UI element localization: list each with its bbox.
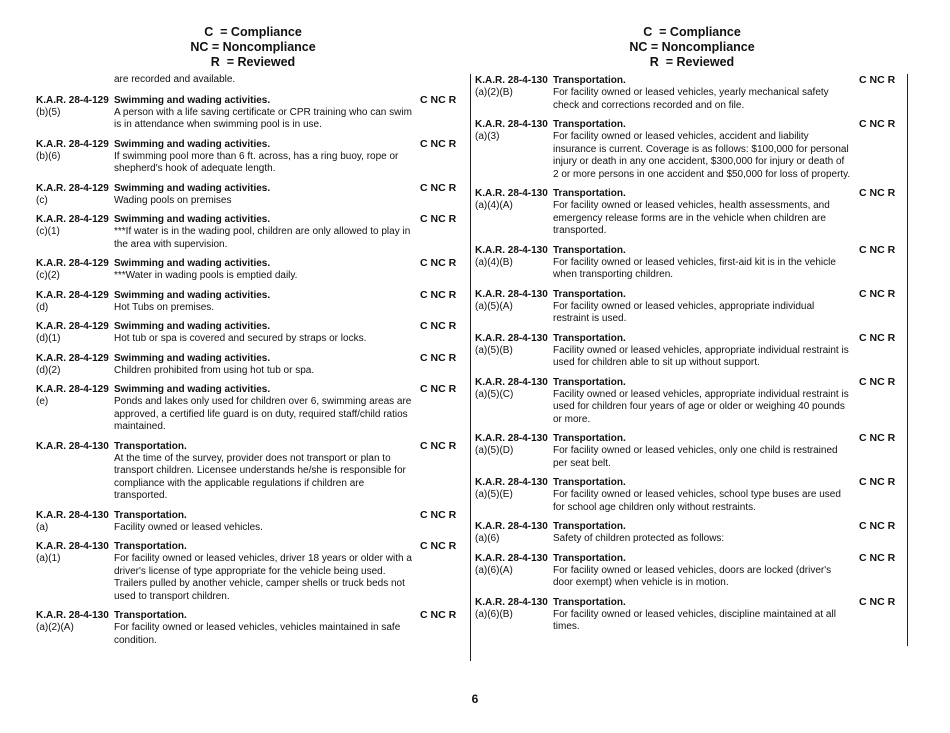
compliance-marks: C NC R	[859, 432, 896, 444]
regulation-number: K.A.R. 28-4-130	[36, 440, 109, 452]
regulation-subsection: (a)(2)(A)	[36, 622, 74, 633]
entry-body	[475, 489, 907, 514]
regulation-title: Swimming and wading activities.	[114, 258, 271, 269]
regulation-number: K.A.R. 28-4-129	[36, 384, 109, 395]
regulation-entry	[36, 440, 468, 503]
regulation-title: Transportation.	[114, 541, 187, 552]
regulation-subsection: (a)(6)(B)	[475, 608, 513, 620]
entry-header	[475, 432, 907, 445]
entry-body	[36, 453, 468, 503]
regulation-text: Wading pools on premises	[114, 194, 232, 206]
regulation-number: K.A.R. 28-4-129	[36, 138, 109, 150]
entry-header	[36, 257, 468, 270]
regulation-text: For facility owned or leased vehicles, appropriate individual restraint is used.	[553, 300, 815, 324]
column-divider	[470, 74, 471, 661]
regulation-title: Transportation.	[553, 433, 626, 444]
compliance-marks: C NC R	[420, 137, 457, 150]
compliance-marks: C NC R	[859, 287, 896, 300]
entry-header	[475, 118, 907, 131]
entry-header	[36, 213, 468, 226]
regulation-text: For facility owned or leased vehicles, yearly mechanical safety check and corrections recorded and on file.	[553, 87, 829, 111]
regulation-text: If swimming pool more than 6 ft. across, has a ring buoy, rope or shepherd's hook of adequate length.	[114, 150, 399, 174]
entry-header	[475, 74, 907, 87]
regulation-entry	[36, 509, 468, 535]
entry-body	[36, 302, 468, 315]
left-column	[36, 74, 468, 653]
regulation-text: ***Water in wading pools is emptied daily.	[114, 270, 298, 281]
regulation-subsection: (c)(1)	[36, 226, 60, 237]
regulation-text: At the time of the survey, provider does not transport or plan to transport children. Licensee understands he/she is responsible for compliance with the applicable regulations if children are transported.	[114, 452, 406, 501]
entry-header	[36, 509, 468, 522]
regulation-text: For facility owned or leased vehicles, school type buses are used for school age children only without restraints.	[553, 489, 841, 513]
entry-header	[36, 289, 468, 302]
regulation-subsection: (a)(5)(D)	[475, 445, 514, 456]
regulation-text: A person with a life saving certificate or CPR training who can swim is in attendance when swimming pool is in use.	[114, 106, 412, 130]
legend-noncompliance: NC = Noncompliance	[629, 40, 755, 54]
regulation-subsection: (b)(6)	[36, 150, 61, 162]
regulation-entry	[36, 609, 468, 647]
regulation-subsection: (a)(6)	[475, 533, 500, 544]
regulation-title: Transportation.	[553, 244, 626, 256]
entry-body	[475, 565, 907, 590]
regulation-text: For facility owned or leased vehicles, health assessments, and emergency release forms are in the vehicle when children are transported.	[553, 200, 830, 236]
compliance-marks: C NC R	[859, 551, 896, 564]
column-divider	[907, 74, 908, 646]
compliance-marks: C NC R	[420, 351, 457, 364]
regulation-subsection: (a)(6)(A)	[475, 564, 513, 576]
regulation-number: K.A.R. 28-4-130	[36, 509, 109, 521]
entry-header	[36, 182, 468, 195]
regulation-title: Transportation.	[553, 477, 626, 488]
entry-header	[475, 552, 907, 565]
regulation-title: Swimming and wading activities.	[114, 138, 271, 150]
legend-reviewed: R = Reviewed	[649, 55, 735, 69]
compliance-marks: C NC R	[859, 118, 896, 130]
regulation-text: Ponds and lakes only used for children over 6, swimming areas are approved, a certified life guard is on duty, required staff/child ratios maintained.	[114, 396, 412, 432]
entry-header	[36, 540, 468, 553]
compliance-marks: C NC R	[859, 243, 896, 256]
regulation-number: K.A.R. 28-4-129	[36, 258, 109, 269]
regulation-title: Transportation.	[553, 332, 626, 344]
entry-header	[475, 596, 907, 609]
entry-body	[475, 389, 907, 427]
compliance-marks: C NC R	[859, 331, 896, 344]
entry-body	[475, 257, 907, 282]
entry-header	[36, 383, 468, 396]
regulation-number: K.A.R. 28-4-129	[36, 182, 109, 194]
compliance-marks: C NC R	[420, 93, 457, 106]
entry-header	[475, 288, 907, 301]
entry-body	[475, 609, 907, 634]
regulation-text: Facility owned or leased vehicles, appropriate individual restraint is used for children able to sit up without support.	[553, 344, 849, 368]
regulation-title: Swimming and wading activities.	[114, 182, 271, 194]
regulation-entry	[475, 596, 907, 634]
regulation-subsection: (a)(4)(B)	[475, 256, 513, 268]
regulation-text: For facility owned or leased vehicles, accident and liability insurance is current. Coverage is as follows: $100,000 for personal injury or death in any one accident, $300,000 for injury or death of 2 or more persons in one accident and $50,000 for loss of property.	[553, 131, 851, 180]
entry-body	[36, 195, 468, 208]
entry-body	[475, 345, 907, 370]
regulation-entry	[475, 552, 907, 590]
entry-header	[475, 332, 907, 345]
regulation-entry	[36, 213, 468, 251]
regulation-title: Transportation.	[553, 288, 626, 300]
regulation-subsection: (a)(4)(A)	[475, 200, 513, 211]
compliance-marks: C NC R	[420, 213, 457, 225]
compliance-marks: C NC R	[420, 508, 457, 521]
regulation-entry	[36, 320, 468, 346]
regulation-number: K.A.R. 28-4-130	[475, 376, 548, 388]
regulation-number: K.A.R. 28-4-129	[36, 321, 109, 332]
entry-body	[36, 365, 468, 378]
regulation-subsection: (c)(2)	[36, 270, 60, 281]
regulation-text: Children prohibited from using hot tub or spa.	[114, 364, 315, 376]
regulation-number: K.A.R. 28-4-129	[36, 352, 109, 364]
entry-body	[475, 445, 907, 470]
legend-reviewed: R = Reviewed	[210, 55, 296, 69]
legend-noncompliance: NC = Noncompliance	[190, 40, 316, 54]
entry-header	[475, 187, 907, 200]
regulation-text: For facility owned or leased vehicles, only one child is restrained per seat belt.	[553, 445, 838, 469]
regulation-title: Transportation.	[553, 552, 626, 564]
entry-header	[475, 520, 907, 533]
regulation-text: Safety of children protected as follows:	[553, 533, 725, 544]
regulation-entry	[475, 244, 907, 282]
regulation-entry	[36, 352, 468, 378]
regulation-entry	[36, 540, 468, 603]
entry-body	[475, 131, 907, 181]
regulation-title: Transportation.	[114, 610, 187, 621]
entry-body	[36, 553, 468, 603]
regulation-entry	[475, 520, 907, 546]
compliance-marks: C NC R	[859, 476, 896, 488]
legend-right	[542, 25, 842, 70]
entry-body	[36, 622, 468, 647]
regulation-title: Transportation.	[553, 376, 626, 388]
regulation-text: For facility owned or leased vehicles, driver 18 years or older with a driver's license of type appropriate for the vehicle being used. Trailers pulled by another vehicle, camper shells or truck beds not used to transport children.	[114, 553, 412, 602]
entry-body	[475, 301, 907, 326]
regulation-entry	[475, 288, 907, 326]
regulation-entry	[36, 383, 468, 434]
regulation-title: Transportation.	[114, 509, 187, 521]
entry-body	[36, 522, 468, 535]
regulation-subsection: (d)(1)	[36, 333, 61, 344]
regulation-text: For facility owned or leased vehicles, vehicles maintained in safe condition.	[114, 622, 401, 646]
regulation-title: Swimming and wading activities.	[114, 384, 271, 395]
regulation-title: Transportation.	[553, 119, 626, 130]
compliance-marks: C NC R	[420, 383, 457, 395]
entry-header	[36, 94, 468, 107]
entry-body	[36, 396, 468, 434]
regulation-subsection: (a)	[36, 521, 49, 533]
regulation-number: K.A.R. 28-4-130	[475, 552, 548, 564]
legend-compliance: C = Compliance	[204, 25, 302, 39]
entry-header	[36, 138, 468, 151]
entry-body	[36, 333, 468, 346]
compliance-marks: C NC R	[420, 540, 457, 552]
compliance-marks: C NC R	[420, 320, 457, 332]
entry-header	[36, 440, 468, 453]
regulation-number: K.A.R. 28-4-130	[475, 244, 548, 256]
regulation-subsection: (e)	[36, 396, 49, 407]
regulation-entry	[475, 376, 907, 427]
regulation-entry	[36, 257, 468, 283]
regulation-title: Swimming and wading activities.	[114, 289, 271, 301]
regulation-entry	[475, 432, 907, 470]
regulation-entry	[36, 138, 468, 176]
regulation-subsection: (a)(5)(B)	[475, 344, 513, 356]
regulation-title: Swimming and wading activities.	[114, 352, 271, 364]
regulation-number: K.A.R. 28-4-130	[36, 610, 109, 621]
regulation-number: K.A.R. 28-4-129	[36, 94, 109, 106]
regulation-text: Hot Tubs on premises.	[114, 301, 215, 313]
page-number: 6	[471, 692, 479, 706]
compliance-marks: C NC R	[420, 181, 457, 194]
entry-header	[36, 320, 468, 333]
legend-compliance: C = Compliance	[643, 25, 741, 39]
regulation-subsection: (c)	[36, 194, 48, 206]
regulation-entry	[475, 118, 907, 181]
regulation-number: K.A.R. 28-4-130	[475, 596, 548, 608]
regulation-text: Facility owned or leased vehicles.	[114, 521, 263, 533]
legend-left	[103, 25, 403, 70]
regulation-subsection: (a)(2)(B)	[475, 87, 513, 98]
compliance-marks: C NC R	[859, 375, 896, 388]
regulation-title: Transportation.	[553, 521, 626, 532]
entry-body	[475, 200, 907, 238]
entry-body	[475, 87, 907, 112]
regulation-subsection: (d)(2)	[36, 364, 61, 376]
continued-text: are recorded and available.	[114, 74, 236, 85]
entry-header	[36, 609, 468, 622]
entry-header	[475, 376, 907, 389]
entry-body	[36, 270, 468, 283]
regulation-title: Transportation.	[553, 188, 626, 199]
regulation-title: Transportation.	[553, 596, 626, 608]
regulation-title: Swimming and wading activities.	[114, 321, 271, 332]
entry-body	[36, 151, 468, 176]
regulation-text: For facility owned or leased vehicles, doors are locked (driver's door exempt) when vehicle is in motion.	[553, 564, 832, 588]
regulation-entry	[36, 182, 468, 208]
regulation-number: K.A.R. 28-4-130	[475, 119, 548, 130]
regulation-entry	[475, 332, 907, 370]
regulation-subsection: (a)(1)	[36, 553, 61, 564]
regulation-number: K.A.R. 28-4-130	[475, 521, 548, 532]
regulation-number: K.A.R. 28-4-129	[36, 289, 109, 301]
regulation-number: K.A.R. 28-4-130	[475, 188, 548, 199]
compliance-marks: C NC R	[859, 74, 896, 86]
regulation-number: K.A.R. 28-4-130	[475, 433, 548, 444]
regulation-number: K.A.R. 28-4-130	[475, 288, 548, 300]
compliance-marks: C NC R	[420, 257, 457, 269]
regulation-subsection: (a)(3)	[475, 131, 500, 142]
compliance-marks: C NC R	[420, 609, 457, 621]
regulation-entry	[36, 289, 468, 315]
right-column	[475, 74, 907, 640]
entry-header	[36, 352, 468, 365]
regulation-text: ***If water is in the wading pool, children are only allowed to play in the area with supervision.	[114, 226, 411, 250]
regulation-number: K.A.R. 28-4-130	[475, 477, 548, 488]
regulation-subsection: (b)(5)	[36, 106, 61, 118]
regulation-title: Transportation.	[114, 440, 187, 452]
regulation-number: K.A.R. 28-4-129	[36, 214, 109, 225]
regulation-text: Hot tub or spa is covered and secured by straps or locks.	[114, 333, 367, 344]
compliance-marks: C NC R	[420, 288, 457, 301]
regulation-subsection: (d)	[36, 301, 49, 313]
compliance-marks: C NC R	[859, 187, 896, 199]
regulation-entry	[475, 476, 907, 514]
entry-body	[475, 533, 907, 546]
compliance-marks: C NC R	[859, 595, 896, 608]
entry-header	[475, 244, 907, 257]
regulation-number: K.A.R. 28-4-130	[475, 332, 548, 344]
regulation-entry	[475, 187, 907, 238]
regulation-text: For facility owned or leased vehicles, discipline maintained at all times.	[553, 608, 836, 632]
regulation-number: K.A.R. 28-4-130	[475, 75, 548, 86]
compliance-marks: C NC R	[859, 520, 896, 532]
regulation-subsection: (a)(5)(E)	[475, 489, 513, 500]
regulation-entry	[36, 94, 468, 132]
regulation-text: Facility owned or leased vehicles, appropriate individual restraint is used for children four years of age or older or weighing 40 pounds or more.	[553, 388, 849, 425]
regulation-number: K.A.R. 28-4-130	[36, 541, 109, 552]
entry-body	[36, 107, 468, 132]
regulation-entry	[475, 74, 907, 112]
regulation-subsection: (a)(5)(C)	[475, 388, 514, 400]
regulation-subsection: (a)(5)(A)	[475, 300, 513, 312]
compliance-marks: C NC R	[420, 439, 457, 452]
entry-header	[475, 476, 907, 489]
regulation-text: For facility owned or leased vehicles, first-aid kit is in the vehicle when transporting children.	[553, 256, 836, 280]
regulation-title: Swimming and wading activities.	[114, 94, 271, 106]
regulation-title: Transportation.	[553, 75, 626, 86]
entry-body	[36, 226, 468, 251]
regulation-title: Swimming and wading activities.	[114, 214, 271, 225]
